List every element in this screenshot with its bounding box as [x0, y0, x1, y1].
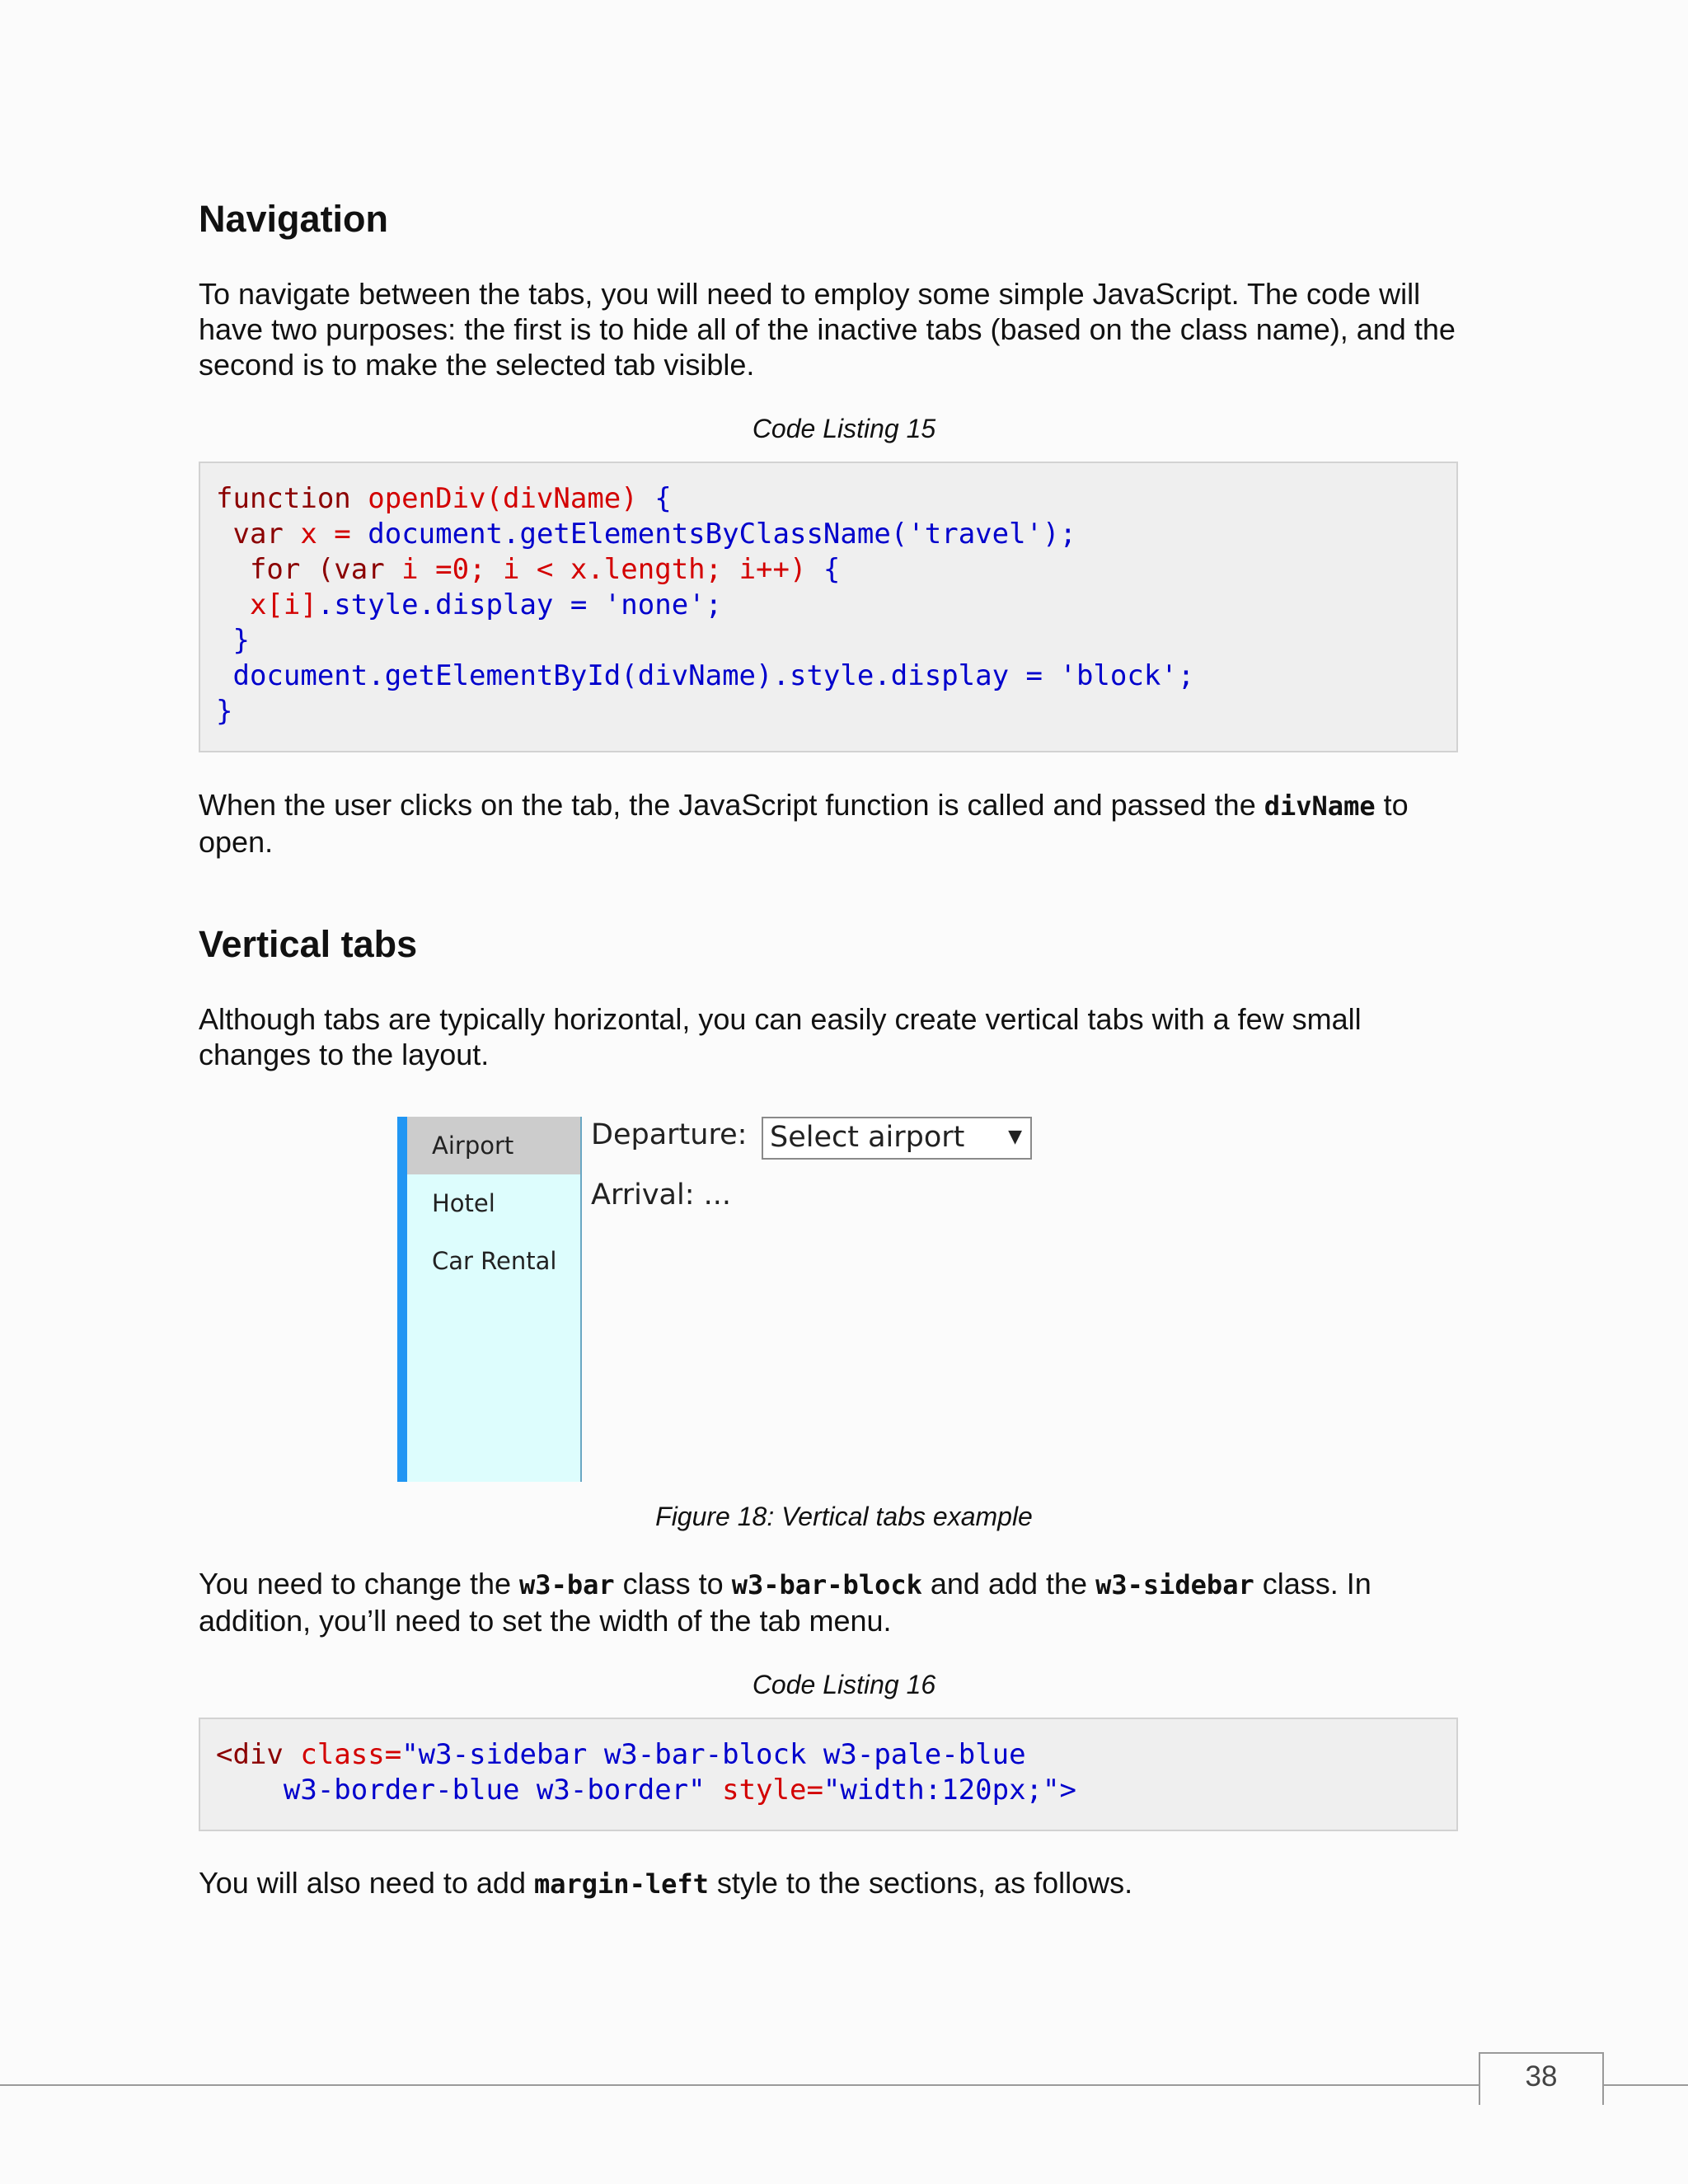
code-block-15 [199, 462, 1458, 752]
vertical-tabs-paragraph [199, 1001, 1501, 1072]
inline-code: margin-left [533, 1868, 709, 1900]
margin-left-paragraph [199, 1865, 1501, 1902]
code-listing-16-caption: Code Listing 16 [752, 1670, 936, 1699]
code-text: <div class="w3-sidebar w3-bar-block w3-pale-blue w3-border-blue w3-border" style="width:120px;"> [216, 1738, 1076, 1807]
code-listing-15-caption: Code Listing 15 [752, 414, 936, 443]
paragraph-line: addition, you’ll need to set the width of the tab menu. [199, 1604, 892, 1638]
footer-rule [1602, 2084, 1688, 2086]
vertical-tabs-figure [397, 1117, 1040, 1482]
navigation-paragraph [199, 276, 1501, 382]
dropdown-arrow-icon: ▼ [1008, 1127, 1022, 1147]
paragraph-line: To navigate between the tabs, you will need to employ some simple JavaScript. The code will [199, 277, 1421, 311]
paragraph-line: When the user clicks on the tab, the JavaScript function is called and passed the divName to [199, 788, 1409, 822]
arrival-label: Arrival: ... [591, 1179, 732, 1212]
code-block-16 [199, 1718, 1458, 1831]
paragraph-line: changes to the layout. [199, 1038, 490, 1071]
airport-select[interactable] [762, 1117, 1032, 1160]
after-code-paragraph [199, 787, 1501, 860]
page-number: 38 [1525, 2060, 1558, 2093]
heading-vertical-tabs: Vertical tabs [199, 923, 418, 965]
code-text: function openDiv(divName) { var x = document.getElementsByClassName('travel'); for (var i =0; i < x.length; i++) { x[i].style.display = 'none'; } document.getElementById(divName).style.display = 'block'; } [216, 482, 1195, 728]
figure-18-caption: Figure 18: Vertical tabs example [655, 1502, 1033, 1531]
departure-label: Departure: [591, 1118, 748, 1151]
tab-car-rental[interactable]: Car Rental [432, 1247, 557, 1275]
paragraph-line: open. [199, 825, 274, 859]
paragraph-line: Although tabs are typically horizontal, you can easily create vertical tabs with a few small [199, 1002, 1362, 1036]
inline-code: w3-bar-block [731, 1569, 922, 1601]
change-class-paragraph [199, 1566, 1501, 1638]
inline-code: w3-bar [519, 1569, 615, 1601]
inline-code: divName [1264, 790, 1376, 822]
heading-navigation: Navigation [199, 198, 389, 240]
tab-airport[interactable]: Airport [407, 1117, 580, 1174]
tab-hotel[interactable]: Hotel [432, 1189, 495, 1217]
paragraph-line: have two purposes: the first is to hide all of the inactive tabs (based on the class name), and the [199, 312, 1456, 346]
paragraph-line: You need to change the w3-bar class to w3-bar-block and add the w3-sidebar class. In [199, 1567, 1372, 1601]
vertical-tab-sidebar [397, 1117, 582, 1482]
inline-code: w3-sidebar [1095, 1569, 1254, 1601]
footer-rule [0, 2084, 1479, 2086]
paragraph-line: second is to make the selected tab visible. [199, 348, 755, 382]
select-value: Select airport [770, 1121, 965, 1154]
paragraph-line: You will also need to add margin-left style to the sections, as follows. [199, 1866, 1133, 1900]
